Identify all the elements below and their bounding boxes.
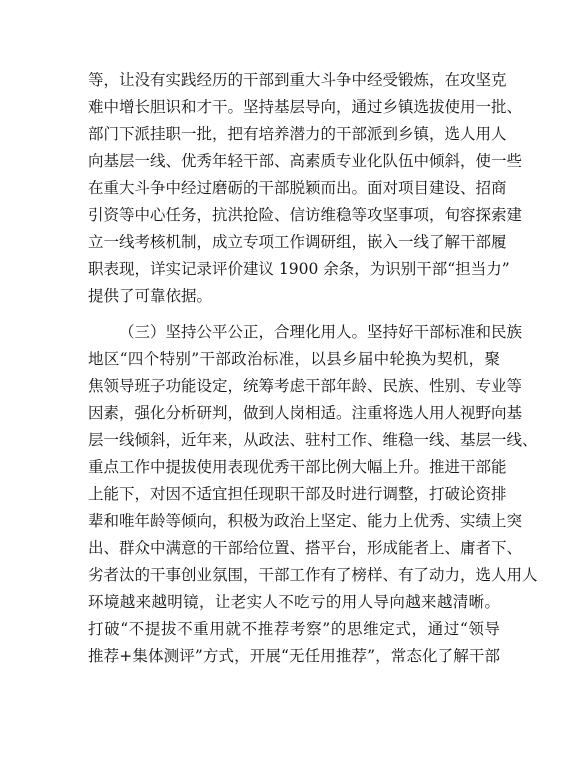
paragraph-line: 上能下，对因不适宜担任现职干部及时进行调整，打破论资排 bbox=[88, 485, 507, 503]
paragraph-line: 环境越来越明镜，让老实人不吃亏的用人导向越来越清晰。 bbox=[88, 593, 500, 611]
paragraph-line: 地区“四个特别”干部政治标准，以县乡届中轮换为契机，聚 bbox=[88, 350, 500, 368]
paragraph-line: 因素，强化分析研判，做到人岗相适。注重将选人用人视野向基 bbox=[88, 404, 523, 422]
paragraph-line: 向基层一线、优秀年轻干部、高素质专业化队伍中倾斜，使一些 bbox=[88, 152, 523, 170]
paragraph-line: 等，让没有实践经历的干部到重大斗争中经受锻炼，在攻坚克 bbox=[88, 71, 507, 89]
paragraph-line: 辈和唯年龄等倾向，积极为政治上坚定、能力上优秀、实绩上突 bbox=[88, 512, 523, 530]
paragraph-line: 层一线倾斜，近年来，从政法、驻村工作、维稳一线、基层一线、 bbox=[88, 431, 538, 449]
paragraph-line: 出、群众中满意的干部给位置、搭平台，形成能者上、庸者下、 bbox=[88, 539, 523, 557]
paragraph-line: 部门下派挂职一批，把有培养潜力的干部派到乡镇，选人用人 bbox=[88, 125, 507, 143]
paragraph-line: 难中增长胆识和才干。坚持基层导向，通过乡镇选拔使用一批、 bbox=[88, 98, 523, 116]
section-heading-line: （三）坚持公平公正，合理化用人。坚持好干部标准和民族 bbox=[119, 323, 523, 341]
paragraph-line: 引资等中心任务，抗洪抢险、信访维稳等攻坚事项，旬容探索建 bbox=[88, 206, 523, 224]
paragraph-line: 立一线考核机制，成立专项工作调研组，嵌入一线了解干部履 bbox=[88, 233, 507, 251]
paragraph-line: 提供了可靠依据。 bbox=[88, 287, 213, 305]
paragraph-line: 劣者汰的干事创业氛围，干部工作有了榜样、有了动力，选人用人 bbox=[88, 566, 538, 584]
paragraph-line: 重点工作中提拔使用表现优秀干部比例大幅上升。推进干部能 bbox=[88, 458, 507, 476]
paragraph-line: 职表现，详实记录评价建议 1900 余条，为识别干部“担当力” bbox=[88, 260, 510, 278]
paragraph-line: 焦领导班子功能设定，统筹考虑干部年龄、民族、性别、专业等 bbox=[88, 377, 523, 395]
paragraph-line: 在重大斗争中经过磨砺的干部脱颖而出。面对项目建设、招商 bbox=[88, 179, 507, 197]
paragraph-line: 打破“不提拔不重用就不推荐考察”的思维定式，通过“领导 bbox=[88, 620, 500, 638]
body-text bbox=[88, 68, 538, 718]
paragraph-line: 推荐+集体测评”方式，开展“无任用推荐”，常态化了解干部 bbox=[88, 647, 500, 665]
